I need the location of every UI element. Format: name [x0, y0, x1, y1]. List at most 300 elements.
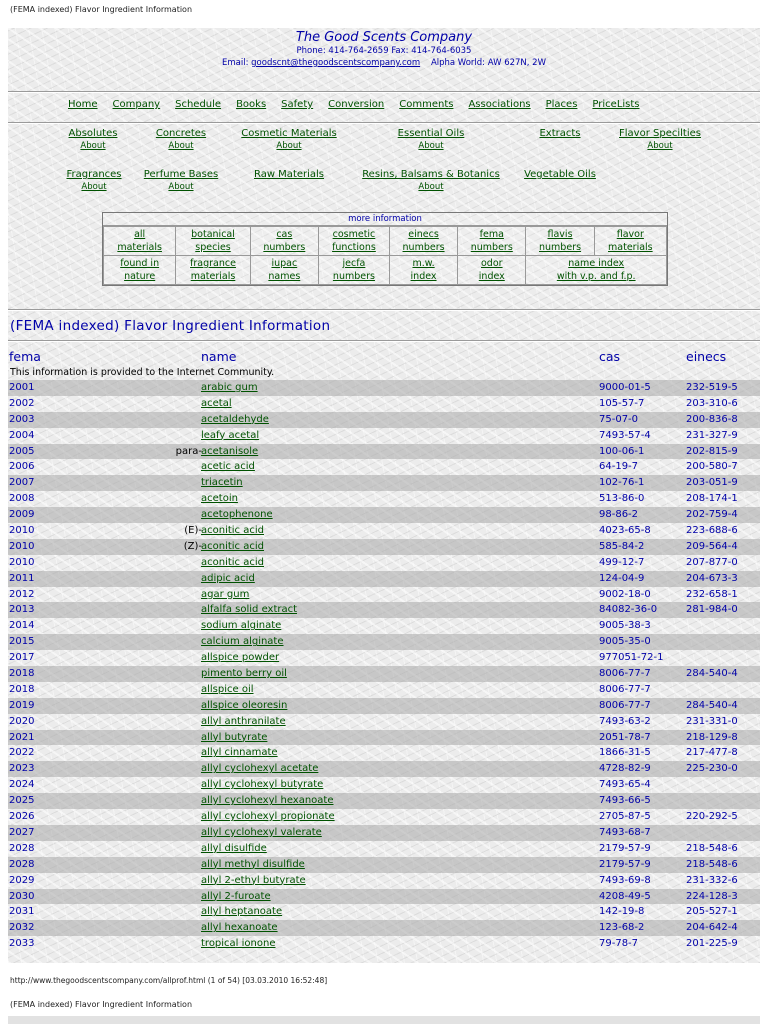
ingredient-name — [201, 475, 243, 491]
einecs-number: 204-642-4 — [686, 922, 738, 934]
einecs-number: 203-051-9 — [686, 477, 738, 489]
more-info-link[interactable]: iupac — [271, 258, 298, 269]
cas-number: 9002-18-0 — [599, 588, 651, 600]
ingredient-name-link[interactable]: sodium alginate — [201, 620, 282, 632]
category-about-link[interactable]: About — [276, 141, 302, 151]
cas-number: 7493-63-2 — [599, 715, 651, 727]
einecs-number: 220-292-5 — [686, 811, 738, 823]
table-row — [8, 523, 760, 539]
ingredient-name — [201, 634, 284, 650]
fema-number: 2018 — [9, 683, 35, 695]
ingredient-name — [201, 539, 264, 555]
more-info-link[interactable]: fragrance — [190, 258, 236, 269]
header-name: name — [201, 349, 237, 364]
cas-number: 100-06-1 — [599, 445, 645, 457]
ingredient-name-link[interactable]: allspice oil — [201, 683, 254, 695]
cas-number: 105-57-7 — [599, 397, 645, 409]
more-info-cell — [389, 227, 457, 256]
ingredient-name — [201, 459, 255, 475]
header-fema: fema — [9, 349, 41, 364]
nav-books[interactable]: Books — [236, 99, 267, 110]
cas-number: 9005-38-3 — [599, 620, 651, 632]
einecs-number: 203-310-6 — [686, 397, 738, 409]
more-info-cell — [176, 227, 250, 256]
ingredient-name — [201, 602, 297, 618]
more-info-link[interactable]: materials — [190, 271, 236, 282]
table-row — [8, 777, 760, 793]
ingredient-name-link[interactable]: alfalfa solid extract — [201, 604, 298, 616]
more-info-link[interactable]: numbers — [332, 271, 375, 282]
more-info-cell — [318, 227, 389, 256]
einecs-number: 284-540-4 — [686, 668, 738, 680]
einecs-number: 232-658-1 — [686, 588, 738, 600]
table-row — [8, 936, 760, 952]
ingredient-name-link[interactable]: triacetin — [201, 477, 243, 489]
ingredient-name — [201, 857, 305, 873]
cas-number: 1866-31-5 — [599, 747, 651, 759]
table-row — [8, 396, 760, 412]
name-prefix: (Z)- — [183, 540, 202, 552]
ingredient-name — [201, 873, 306, 889]
ingredient-name-link[interactable]: allyl cyclohexyl acetate — [201, 763, 319, 775]
cas-number: 7493-57-4 — [599, 429, 651, 441]
fema-number: 2008 — [9, 493, 35, 505]
ingredient-name — [201, 428, 259, 444]
more-info-cell — [458, 227, 526, 256]
table-row — [8, 889, 760, 905]
cas-number: 124-04-9 — [599, 572, 645, 584]
category-vegetable-oils — [490, 168, 630, 182]
ingredient-name — [201, 444, 258, 460]
ingredient-name-link[interactable]: aconitic acid — [201, 556, 264, 568]
cas-number: 2179-57-9 — [599, 858, 651, 870]
einecs-number: 218-548-6 — [686, 842, 738, 854]
more-info-link[interactable]: odor — [481, 258, 503, 269]
more-info-link[interactable]: name index — [568, 258, 625, 269]
einecs-number: 204-673-3 — [686, 572, 738, 584]
table-row — [8, 587, 760, 603]
ingredient-name — [201, 714, 286, 730]
fema-number: 2010 — [9, 525, 35, 537]
ingredient-name-link[interactable]: pimento berry oil — [201, 668, 287, 680]
category-about-link[interactable]: About — [81, 182, 107, 192]
ingredient-name — [201, 523, 264, 539]
cas-number: 7493-69-8 — [599, 874, 651, 886]
category-link[interactable]: Resins, Balsams & Botanics — [362, 169, 500, 180]
ingredient-name — [201, 825, 322, 841]
more-info-cell — [250, 227, 318, 256]
cas-number: 2705-87-5 — [599, 811, 651, 823]
ingredient-name-link[interactable]: aconitic acid — [201, 540, 264, 552]
more-info-cell — [104, 256, 176, 285]
fema-number: 2027 — [9, 826, 35, 838]
fema-number: 2019 — [9, 699, 35, 711]
ingredient-name — [201, 555, 264, 571]
ingredient-name-link[interactable]: aconitic acid — [201, 525, 264, 537]
more-info-link[interactable]: cas — [276, 229, 293, 240]
more-info-link[interactable]: flavor — [616, 229, 644, 240]
einecs-number: 218-129-8 — [686, 731, 738, 743]
nav-comments[interactable]: Comments — [399, 99, 454, 110]
cas-number: 84082-36-0 — [599, 604, 658, 616]
name-prefix: para- — [175, 445, 202, 457]
table-row — [8, 809, 760, 825]
ingredient-name-link[interactable]: allyl 2-ethyl butyrate — [201, 874, 306, 886]
cas-number: 4728-82-9 — [599, 763, 651, 775]
email-link[interactable]: goodscnt@thegoodscentscompany.com — [251, 58, 421, 68]
table-row — [8, 666, 760, 682]
einecs-number: 231-332-6 — [686, 874, 738, 886]
more-info-row — [104, 227, 667, 256]
ingredient-name-link[interactable]: allyl methyl disulfide — [201, 858, 305, 870]
ingredient-name-link[interactable]: allspice oleoresin — [201, 699, 288, 711]
nav-home[interactable]: Home — [68, 99, 98, 110]
cas-number: 4208-49-5 — [599, 890, 651, 902]
nav-places[interactable]: Places — [545, 99, 578, 110]
table-row — [8, 650, 760, 666]
fema-number: 2032 — [9, 922, 35, 934]
fema-number: 2011 — [9, 572, 35, 584]
fema-number: 2028 — [9, 858, 35, 870]
ingredient-name-link[interactable]: adipic acid — [201, 572, 255, 584]
cas-number: 8006-77-7 — [599, 683, 651, 695]
more-info-link[interactable]: m.w. — [412, 258, 435, 269]
ingredient-name — [201, 698, 287, 714]
fema-number: 2023 — [9, 763, 35, 775]
fema-number: 2021 — [9, 731, 35, 743]
ingredient-name-link[interactable]: tropical ionone — [201, 938, 276, 950]
cas-number: 102-76-1 — [599, 477, 645, 489]
fema-number: 2026 — [9, 811, 35, 823]
table-row — [8, 841, 760, 857]
company-phone-fax: Phone: 414-764-2659 Fax: 414-764-6035 — [296, 46, 472, 56]
table-row — [8, 825, 760, 841]
fema-number: 2010 — [9, 556, 35, 568]
table-row — [8, 618, 760, 634]
einecs-number: 202-759-4 — [686, 509, 738, 521]
fema-number: 2030 — [9, 890, 35, 902]
table-row — [8, 380, 760, 396]
more-info-link[interactable]: fema — [479, 229, 504, 240]
ingredient-name — [201, 650, 279, 666]
header-einecs: einecs — [686, 349, 727, 364]
ingredient-name — [201, 491, 238, 507]
more-info-cell — [594, 227, 666, 256]
fema-number: 2024 — [9, 779, 35, 791]
fema-number: 2029 — [9, 874, 35, 886]
ingredient-name-link[interactable]: acetaldehyde — [201, 413, 269, 425]
category-link[interactable]: Concretes — [155, 128, 207, 139]
cas-number: 977051-72-1 — [599, 652, 664, 664]
more-info-link[interactable]: with v.p. and f.p. — [556, 271, 636, 282]
category-about-link[interactable]: About — [168, 182, 194, 192]
einecs-number: 232-519-5 — [686, 382, 738, 393]
company-name: The Good Scents Company — [295, 30, 473, 45]
fema-number: 2010 — [9, 540, 35, 552]
table-row — [8, 873, 760, 889]
more-info-link[interactable]: numbers — [470, 242, 513, 253]
ingredient-name-link[interactable]: calcium alginate — [201, 636, 284, 648]
ingredient-name-link[interactable]: allyl cinnamate — [201, 747, 278, 759]
ingredient-name-link[interactable]: allyl disulfide — [201, 842, 267, 854]
more-info-link[interactable]: all — [134, 229, 146, 240]
more-information-caption: more information — [103, 213, 667, 226]
table-row — [8, 698, 760, 714]
ingredient-name-link[interactable]: allspice powder — [201, 652, 280, 664]
category-about-link[interactable]: About — [168, 141, 194, 151]
cas-number: 8006-77-7 — [599, 668, 651, 680]
einecs-number: 209-564-4 — [686, 540, 738, 552]
category-link[interactable]: Perfume Bases — [143, 169, 219, 180]
ingredient-name — [201, 889, 271, 905]
fema-number: 2018 — [9, 668, 35, 680]
more-info-link[interactable]: nature — [124, 271, 156, 282]
cas-number: 4023-65-8 — [599, 525, 651, 537]
ingredient-name — [201, 730, 267, 746]
table-row — [8, 745, 760, 761]
einecs-number: 223-688-6 — [686, 525, 738, 537]
table-row — [8, 444, 760, 460]
ingredient-name — [201, 396, 232, 412]
more-info-cell — [250, 256, 318, 285]
category-link[interactable]: Flavor Specilties — [619, 128, 701, 139]
einecs-number: 231-331-0 — [686, 715, 738, 727]
category-link[interactable]: Vegetable Oils — [524, 169, 596, 180]
table-row — [8, 920, 760, 936]
table-row — [8, 428, 760, 444]
more-info-link[interactable]: species — [195, 242, 231, 253]
more-info-link[interactable]: found in — [120, 258, 160, 269]
nav-associations[interactable]: Associations — [468, 99, 531, 110]
table-row — [8, 571, 760, 587]
cas-number: 2179-57-9 — [599, 842, 651, 854]
cas-number: 9000-01-5 — [599, 382, 651, 393]
cas-number: 2051-78-7 — [599, 731, 651, 743]
header-cas: cas — [599, 349, 621, 364]
fema-number: 2007 — [9, 477, 35, 489]
ingredient-name-link[interactable]: leafy acetal — [201, 429, 260, 441]
ingredient-name — [201, 777, 323, 793]
fema-number: 2014 — [9, 620, 35, 632]
table-row — [8, 602, 760, 618]
ingredient-name — [201, 571, 255, 587]
more-info-row — [104, 256, 667, 285]
ingredient-name-link[interactable]: acetoin — [201, 493, 238, 505]
ingredient-table — [8, 380, 760, 952]
cas-number: 64-19-7 — [599, 461, 639, 473]
ingredient-name — [201, 936, 275, 952]
einecs-number: 224-128-3 — [686, 890, 738, 902]
fema-number: 2020 — [9, 715, 35, 727]
ingredient-name-link[interactable]: allyl cyclohexyl propionate — [201, 811, 335, 823]
more-info-cell — [526, 227, 594, 256]
category-link[interactable]: Extracts — [539, 128, 581, 139]
ingredient-name — [201, 745, 278, 761]
cas-number: 7493-65-4 — [599, 779, 651, 791]
fema-number: 2028 — [9, 842, 35, 854]
cas-number: 98-86-2 — [599, 509, 639, 521]
table-row — [8, 555, 760, 571]
ingredient-name — [201, 761, 318, 777]
ingredient-name-link[interactable]: acetal — [201, 397, 232, 409]
more-info-link[interactable]: index — [410, 271, 437, 282]
more-info-link[interactable]: numbers — [402, 242, 445, 253]
company-contact-line — [8, 57, 760, 69]
fema-number: 2009 — [9, 509, 35, 521]
ingredient-name-link[interactable]: allyl butyrate — [201, 731, 268, 743]
ingredient-name — [201, 793, 334, 809]
section-title: (FEMA indexed) Flavor Ingredient Information — [10, 318, 331, 334]
nav-safety[interactable]: Safety — [281, 99, 314, 110]
page-content — [8, 28, 760, 963]
ingredient-name — [201, 904, 282, 920]
category-link[interactable]: Fragrances — [66, 169, 122, 180]
fema-number: 2004 — [9, 429, 35, 441]
einecs-number: 284-540-4 — [686, 699, 738, 711]
category-about-link[interactable]: About — [418, 141, 444, 151]
einecs-number: 208-174-1 — [686, 493, 738, 505]
table-row — [8, 491, 760, 507]
more-info-cell — [104, 227, 176, 256]
table-row — [8, 857, 760, 873]
next-page-strip — [8, 1016, 760, 1024]
fema-number: 2017 — [9, 652, 35, 664]
more-info-link[interactable]: functions — [332, 242, 376, 253]
fema-number: 2025 — [9, 795, 35, 807]
more-info-link[interactable]: index — [478, 271, 505, 282]
ingredient-name — [201, 920, 278, 936]
category-resins-balsams-botanics — [361, 168, 501, 193]
divider — [8, 309, 760, 311]
ingredient-name-link[interactable]: agar gum — [201, 588, 250, 600]
table-row — [8, 730, 760, 746]
fema-number: 2031 — [9, 906, 35, 918]
ingredient-name — [201, 380, 258, 396]
einecs-number: 200-836-8 — [686, 413, 738, 425]
ingredient-name-link[interactable]: allyl anthranilate — [201, 715, 286, 727]
einecs-number: 207-877-0 — [686, 556, 738, 568]
ingredient-name — [201, 618, 281, 634]
ingredient-name — [201, 412, 269, 428]
ingredient-name-link[interactable]: allyl 2-furoate — [201, 890, 271, 902]
category-essential-oils — [361, 127, 501, 152]
divider — [8, 340, 760, 342]
footer-title: (FEMA indexed) Flavor Ingredient Information — [10, 1000, 193, 1009]
category-raw-materials — [219, 168, 359, 182]
nav-schedule[interactable]: Schedule — [175, 99, 222, 110]
table-row — [8, 761, 760, 777]
table-row — [8, 412, 760, 428]
more-info-link[interactable]: numbers — [263, 242, 306, 253]
ingredient-name-link[interactable]: allyl cyclohexyl butyrate — [201, 779, 324, 791]
fema-number: 2033 — [9, 938, 35, 950]
cas-number: 8006-77-7 — [599, 699, 651, 711]
cas-number: 142-19-8 — [599, 906, 645, 918]
more-info-link[interactable]: flavis — [547, 229, 573, 240]
ingredient-name-link[interactable]: acetophenone — [201, 509, 273, 521]
einecs-number: 200-580-7 — [686, 461, 738, 473]
more-info-cell — [318, 256, 389, 285]
cas-number: 7493-66-5 — [599, 795, 651, 807]
more-information-box — [102, 212, 668, 286]
ingredient-name-link[interactable]: allyl cyclohexyl valerate — [201, 826, 322, 838]
table-row — [8, 793, 760, 809]
fema-number: 2012 — [9, 588, 35, 600]
more-info-link[interactable]: materials — [608, 242, 653, 253]
intro-text: This information is provided to the Internet Community. — [10, 367, 275, 378]
ingredient-name-link[interactable]: allyl heptanoate — [201, 906, 283, 918]
more-info-link[interactable]: cosmetic — [332, 229, 376, 240]
einecs-number: 281-984-0 — [686, 604, 738, 616]
category-link[interactable]: Cosmetic Materials — [241, 128, 337, 139]
category-link[interactable]: Absolutes — [68, 128, 118, 139]
table-row — [8, 539, 760, 555]
more-info-link[interactable]: einecs — [408, 229, 439, 240]
table-row — [8, 507, 760, 523]
more-info-link[interactable]: botanical — [191, 229, 235, 240]
cas-number: 7493-68-7 — [599, 826, 651, 838]
einecs-number: 202-815-9 — [686, 445, 738, 457]
more-info-cell — [176, 256, 250, 285]
fema-number: 2002 — [9, 397, 35, 409]
category-flavor-specilties — [590, 127, 730, 152]
cas-number: 585-84-2 — [599, 540, 645, 552]
category-link[interactable]: Raw Materials — [253, 169, 325, 180]
fema-number: 2003 — [9, 413, 35, 425]
table-row — [8, 475, 760, 491]
fema-number: 2006 — [9, 461, 35, 473]
fema-number: 2013 — [9, 604, 35, 616]
category-cosmetic-materials — [219, 127, 359, 152]
nav-pricelists[interactable]: PriceLists — [592, 99, 640, 110]
alpha-world: Alpha World: AW 627N, 2W — [430, 58, 546, 68]
table-row — [8, 459, 760, 475]
ingredient-name-link[interactable]: acetanisole — [201, 445, 259, 457]
fema-number: 2001 — [9, 382, 35, 393]
category-about-link[interactable]: About — [418, 182, 444, 192]
fema-number: 2005 — [9, 445, 35, 457]
more-info-link[interactable]: jecfa — [342, 258, 366, 269]
more-info-link[interactable]: numbers — [539, 242, 582, 253]
einecs-number: 225-230-0 — [686, 763, 738, 775]
table-row — [8, 714, 760, 730]
ingredient-name — [201, 682, 254, 698]
category-link[interactable]: Essential Oils — [397, 128, 465, 139]
ingredient-name — [201, 666, 287, 682]
fema-number: 2022 — [9, 747, 35, 759]
ingredient-name-link[interactable]: allyl cyclohexyl hexanoate — [201, 795, 334, 807]
print-header: (FEMA indexed) Flavor Ingredient Information — [10, 5, 193, 14]
einecs-number: 201-225-9 — [686, 938, 738, 950]
more-info-link[interactable]: names — [268, 271, 301, 282]
ingredient-name — [201, 587, 249, 603]
nav-conversion[interactable]: Conversion — [328, 99, 385, 110]
ingredient-name-link[interactable]: allyl hexanoate — [201, 922, 278, 934]
footer-url: http://www.thegoodscentscompany.com/allprof.html (1 of 54) [03.03.2010 16:52:48] — [10, 976, 328, 985]
email-label: Email: — [222, 58, 249, 68]
more-info-cell — [389, 256, 457, 285]
nav-company[interactable]: Company — [112, 99, 161, 110]
more-info-cell — [526, 256, 667, 285]
table-row — [8, 634, 760, 650]
ingredient-name-link[interactable]: acetic acid — [201, 461, 255, 473]
category-about-link[interactable]: About — [80, 141, 106, 151]
ingredient-name-link[interactable]: arabic gum — [201, 382, 258, 393]
more-info-cell — [458, 256, 526, 285]
more-info-link[interactable]: materials — [117, 242, 162, 253]
category-about-link[interactable]: About — [647, 141, 673, 151]
cas-number: 513-86-0 — [599, 493, 645, 505]
